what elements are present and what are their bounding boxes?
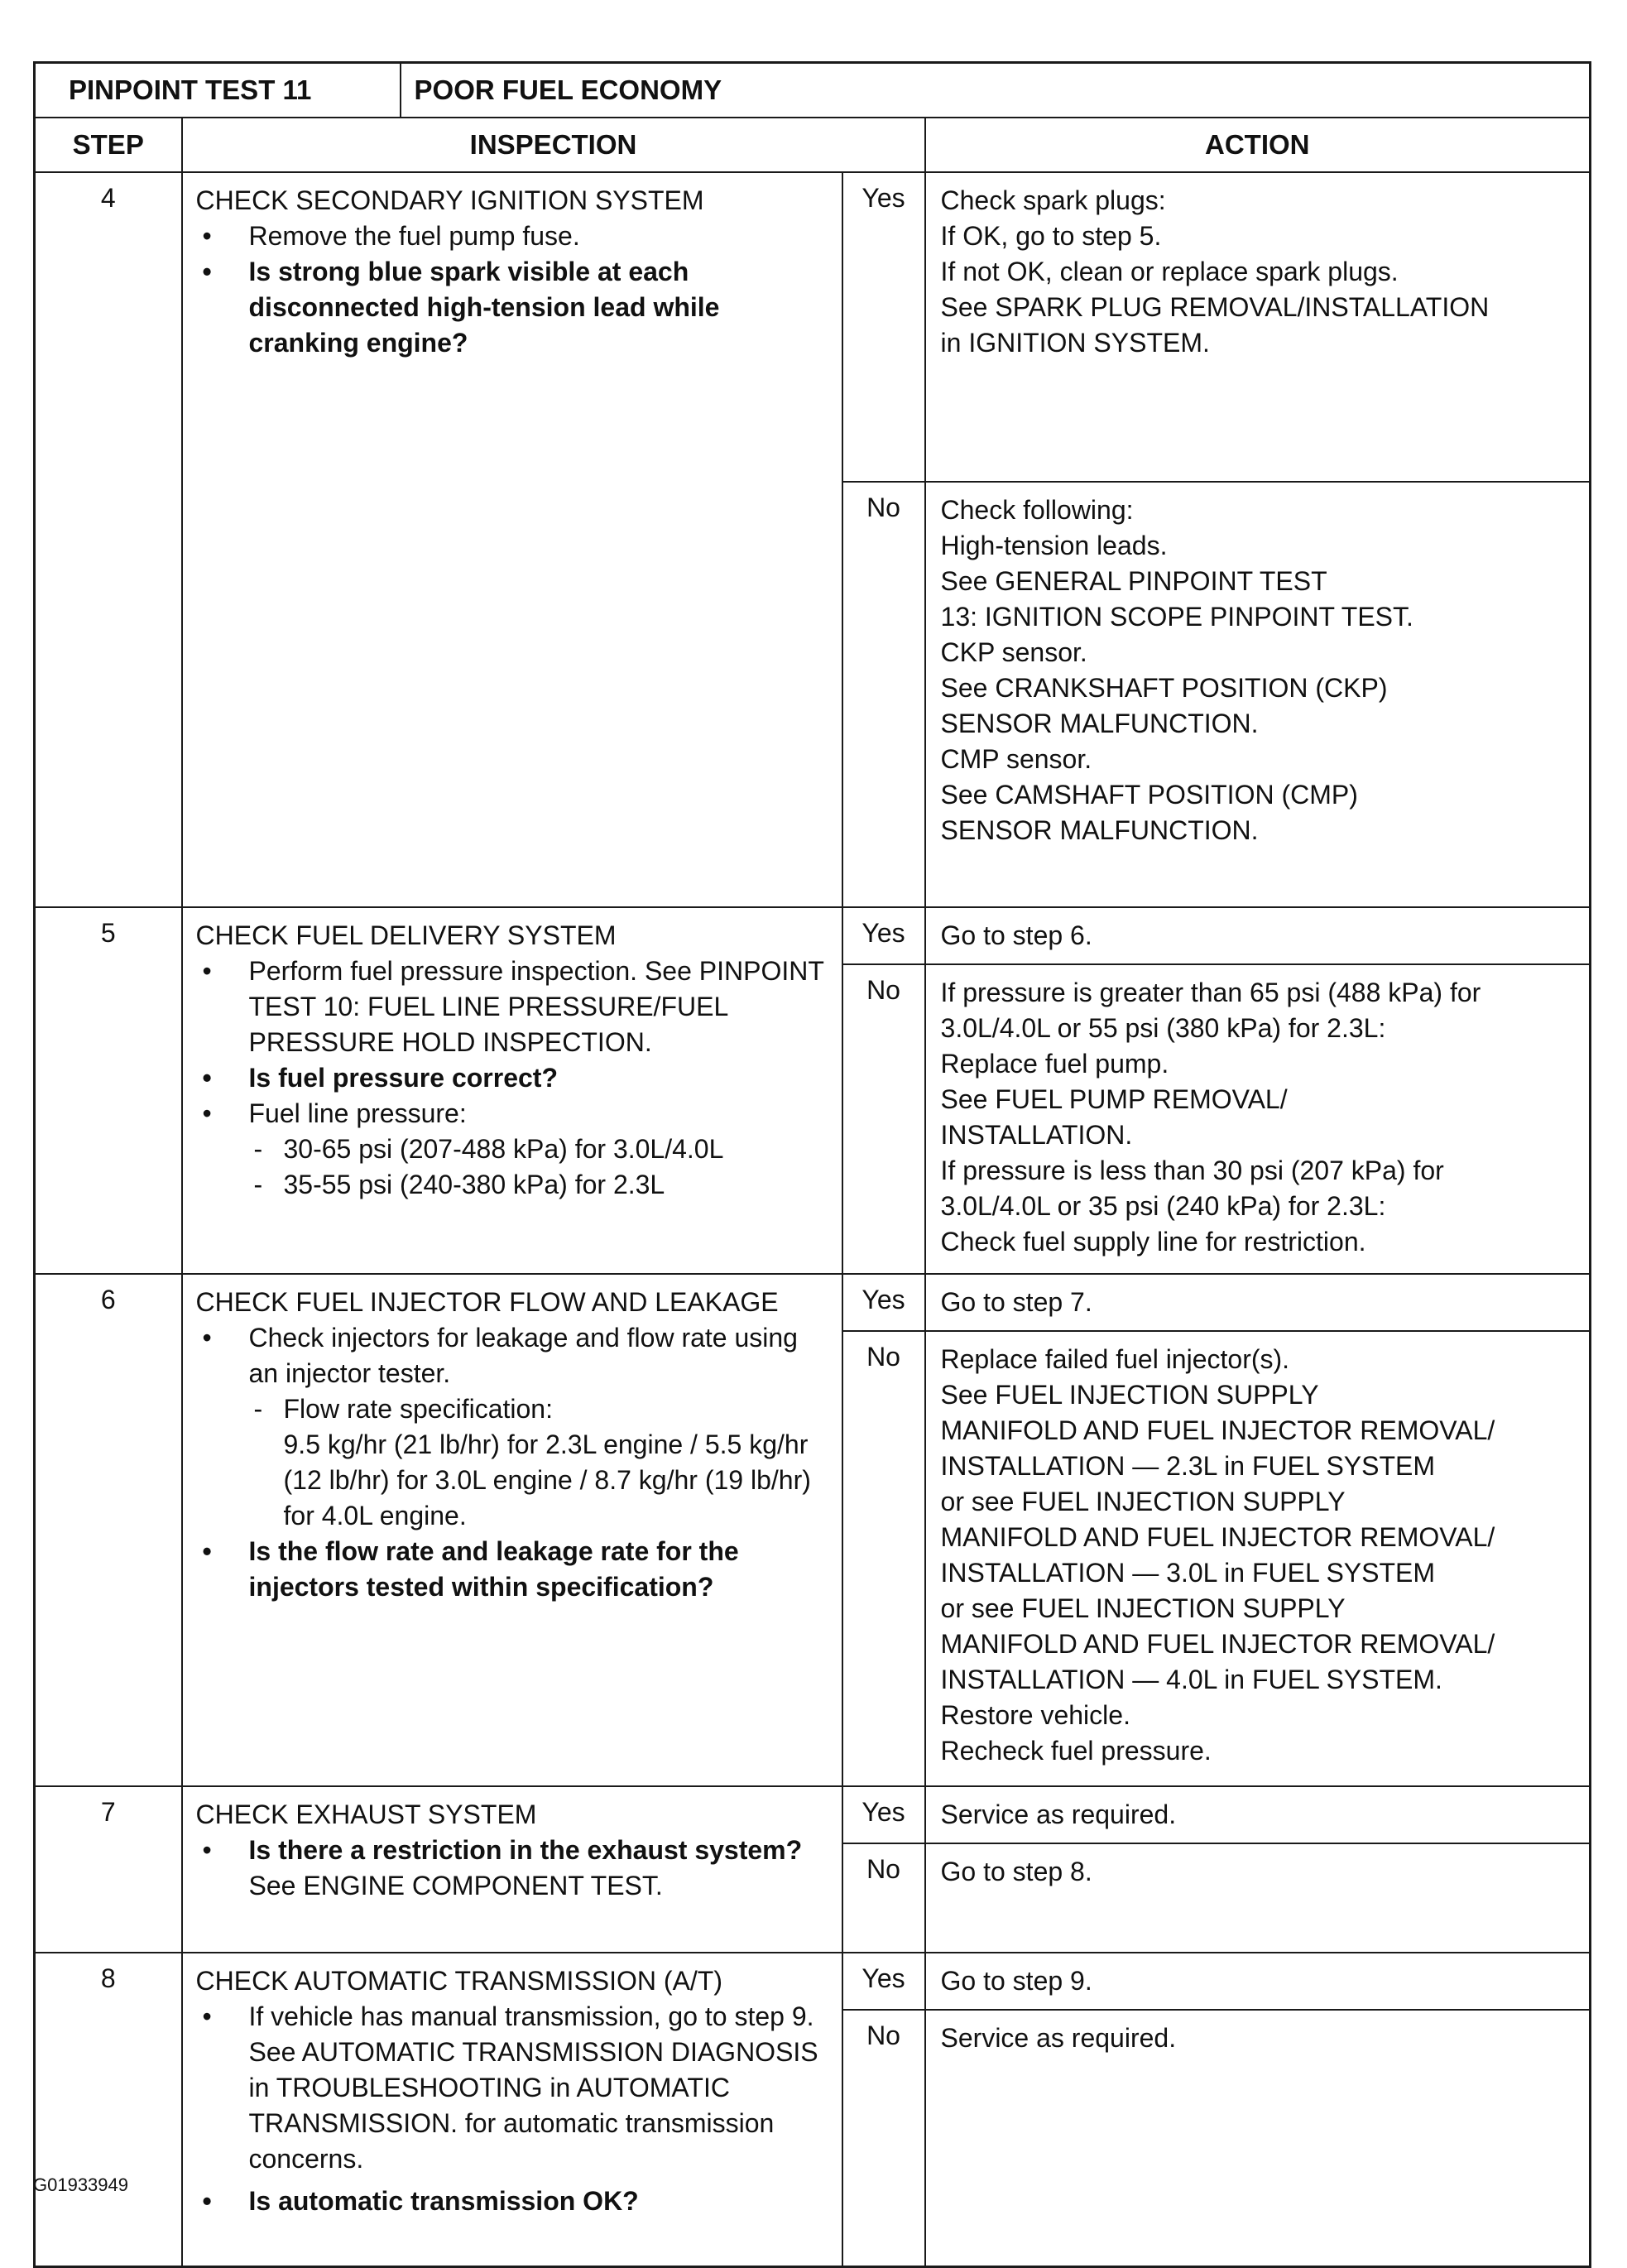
inspection-cell bbox=[182, 1274, 842, 1786]
yes-action bbox=[925, 172, 1591, 482]
inspection-bullet: • Fuel line pressure: bbox=[196, 1096, 828, 1132]
inspection-question: • Is fuel pressure correct? bbox=[196, 1060, 828, 1096]
yes-action bbox=[925, 1786, 1591, 1843]
inspection-question: • Is the flow rate and leakage rate for the injectors tested within specification? bbox=[196, 1534, 828, 1605]
action-line: INSTALLATION — 2.3L in FUEL SYSTEM bbox=[940, 1451, 1436, 1481]
no-action bbox=[925, 2010, 1591, 2266]
flow-rate-spec: 9.5 kg/hr (21 lb/hr) for 2.3L engine / 5.5 kg/hr (12 lb/hr) for 3.0L engine / 8.7 kg/hr (19 lb/hr) for 4.0L engine. bbox=[283, 1430, 811, 1530]
inspection-bullet: • Perform fuel pressure inspection. See PINPOINT TEST 10: FUEL LINE PRESSURE/FUEL PRESSURE HOLD INSPECTION. bbox=[196, 954, 828, 1060]
action-line: MANIFOLD AND FUEL INJECTOR REMOVAL/ bbox=[940, 1629, 1495, 1659]
inspection-question: • Is strong blue spark visible at each disconnected high-tension lead while cranking engine? bbox=[196, 254, 828, 361]
figure-id: G01933949 bbox=[33, 2174, 128, 2195]
action-line: Service as required. bbox=[940, 1800, 1177, 1829]
action-line: Go to step 6. bbox=[940, 920, 1092, 950]
inspection-title: CHECK SECONDARY IGNITION SYSTEM bbox=[195, 185, 704, 215]
inspection-title: CHECK AUTOMATIC TRANSMISSION (A/T) bbox=[195, 1966, 722, 1996]
action-line: Restore vehicle. bbox=[940, 1700, 1130, 1730]
no-label: No bbox=[842, 482, 925, 907]
step-row-5 bbox=[35, 907, 1591, 964]
inspection-title: CHECK FUEL DELIVERY SYSTEM bbox=[195, 920, 617, 950]
inspection-question: Is there a restriction in the exhaust system? bbox=[248, 1835, 803, 1865]
action-line: SENSOR MALFUNCTION. bbox=[940, 709, 1259, 738]
step-number: 6 bbox=[35, 1274, 182, 1786]
inspection-title: CHECK EXHAUST SYSTEM bbox=[195, 1800, 537, 1829]
test-table bbox=[33, 61, 1591, 2268]
inspection-title: CHECK FUEL INJECTOR FLOW AND LEAKAGE bbox=[195, 1287, 779, 1317]
yes-label: Yes bbox=[842, 1786, 925, 1843]
action-line: Check following: bbox=[940, 495, 1134, 525]
inspection-cell bbox=[182, 907, 842, 1274]
action-line: INSTALLATION — 3.0L in FUEL SYSTEM bbox=[940, 1558, 1436, 1588]
title-row bbox=[35, 63, 1591, 118]
action-line: MANIFOLD AND FUEL INJECTOR REMOVAL/ bbox=[940, 1522, 1495, 1552]
action-line: See FUEL PUMP REMOVAL/ bbox=[940, 1084, 1288, 1114]
inspection-subitem: - Flow rate specification: bbox=[196, 1391, 828, 1427]
action-line: Check spark plugs: bbox=[940, 185, 1166, 215]
inspection-cell bbox=[182, 1786, 842, 1953]
yes-label: Yes bbox=[842, 1274, 925, 1331]
action-line: Go to step 9. bbox=[940, 1966, 1092, 1996]
step-row-7 bbox=[35, 1786, 1591, 1843]
no-label: No bbox=[842, 964, 925, 1274]
column-header-row bbox=[35, 118, 1591, 172]
inspection-question-item bbox=[196, 1833, 828, 1904]
step-number: 8 bbox=[35, 1953, 182, 2266]
action-line: Replace failed fuel injector(s). bbox=[940, 1344, 1290, 1374]
no-action bbox=[925, 1843, 1591, 1953]
inspection-subitem: - 30-65 psi (207-488 kPa) for 3.0L/4.0L bbox=[196, 1132, 828, 1167]
inspection-subitem: - 35-55 psi (240-380 kPa) for 2.3L bbox=[196, 1167, 828, 1203]
no-action bbox=[925, 1331, 1591, 1786]
yes-action bbox=[925, 1274, 1591, 1331]
step-row-4 bbox=[35, 172, 1591, 482]
inspection-bullet: • If vehicle has manual transmission, go to step 9. See AUTOMATIC TRANSMISSION DIAGNOSIS in TROUBLESHOOTING in AUTOMATIC TRANSMISSION. for automatic transmission concerns. bbox=[196, 1999, 828, 2177]
action-line: CMP sensor. bbox=[940, 744, 1092, 774]
action-line: Replace fuel pump. bbox=[940, 1049, 1169, 1079]
inspection-bullet: • Remove the fuel pump fuse. bbox=[196, 219, 828, 254]
step-row-8 bbox=[35, 1953, 1591, 2010]
no-label: No bbox=[842, 1843, 925, 1953]
action-line: If pressure is greater than 65 psi (488 kPa) for bbox=[940, 978, 1481, 1007]
step-number: 7 bbox=[35, 1786, 182, 1953]
action-line: If not OK, clean or replace spark plugs. bbox=[940, 257, 1399, 286]
action-line: 3.0L/4.0L or 55 psi (380 kPa) for 2.3L: bbox=[940, 1013, 1386, 1043]
action-line: See GENERAL PINPOINT TEST bbox=[940, 566, 1327, 596]
action-line: 3.0L/4.0L or 35 psi (240 kPa) for 2.3L: bbox=[940, 1191, 1386, 1221]
action-line: Go to step 7. bbox=[940, 1287, 1092, 1317]
action-line: 13: IGNITION SCOPE PINPOINT TEST. bbox=[940, 602, 1413, 632]
action-line: Check fuel supply line for restriction. bbox=[940, 1227, 1366, 1257]
yes-label: Yes bbox=[842, 1953, 925, 2010]
action-line: Recheck fuel pressure. bbox=[940, 1736, 1212, 1766]
yes-action bbox=[925, 907, 1591, 964]
action-line: See FUEL INJECTION SUPPLY bbox=[940, 1380, 1319, 1410]
inspection-cell bbox=[182, 1953, 842, 2266]
inspection-question: • Is automatic transmission OK? bbox=[196, 2184, 828, 2219]
action-line: MANIFOLD AND FUEL INJECTOR REMOVAL/ bbox=[940, 1415, 1495, 1445]
yes-label: Yes bbox=[842, 907, 925, 964]
column-header-inspection: INSPECTION bbox=[182, 118, 925, 172]
action-line: See CRANKSHAFT POSITION (CKP) bbox=[940, 673, 1388, 703]
yes-label: Yes bbox=[842, 172, 925, 482]
action-line: High-tension leads. bbox=[940, 531, 1168, 560]
action-line: If OK, go to step 5. bbox=[940, 221, 1162, 251]
action-line: See CAMSHAFT POSITION (CMP) bbox=[940, 780, 1358, 810]
action-line: Service as required. bbox=[940, 2023, 1177, 2053]
action-line: or see FUEL INJECTION SUPPLY bbox=[940, 1487, 1346, 1516]
action-line: in IGNITION SYSTEM. bbox=[940, 328, 1210, 358]
column-header-action: ACTION bbox=[925, 118, 1591, 172]
no-action bbox=[925, 482, 1591, 907]
inspection-bullet: • Check injectors for leakage and flow rate using an injector tester. bbox=[196, 1320, 828, 1391]
action-line: INSTALLATION — 4.0L in FUEL SYSTEM. bbox=[940, 1665, 1442, 1694]
action-line: Go to step 8. bbox=[940, 1857, 1092, 1886]
inspection-reference: See ENGINE COMPONENT TEST. bbox=[248, 1871, 663, 1900]
action-line: INSTALLATION. bbox=[940, 1120, 1133, 1150]
action-line: SENSOR MALFUNCTION. bbox=[940, 815, 1259, 845]
yes-action bbox=[925, 1953, 1591, 2010]
no-label: No bbox=[842, 1331, 925, 1786]
step-number: 4 bbox=[35, 172, 182, 907]
step-row-6 bbox=[35, 1274, 1591, 1331]
test-id: PINPOINT TEST 11 bbox=[35, 63, 401, 118]
column-header-step: STEP bbox=[35, 118, 182, 172]
action-line: CKP sensor. bbox=[940, 637, 1087, 667]
action-line: or see FUEL INJECTION SUPPLY bbox=[940, 1593, 1346, 1623]
action-line: If pressure is less than 30 psi (207 kPa) for bbox=[940, 1156, 1444, 1185]
inspection-cell bbox=[182, 172, 842, 907]
step-number: 5 bbox=[35, 907, 182, 1274]
no-label: No bbox=[842, 2010, 925, 2266]
no-action bbox=[925, 964, 1591, 1274]
action-line: See SPARK PLUG REMOVAL/INSTALLATION bbox=[940, 292, 1490, 322]
pinpoint-test-table bbox=[33, 61, 1589, 2268]
test-title: POOR FUEL ECONOMY bbox=[401, 63, 1591, 118]
